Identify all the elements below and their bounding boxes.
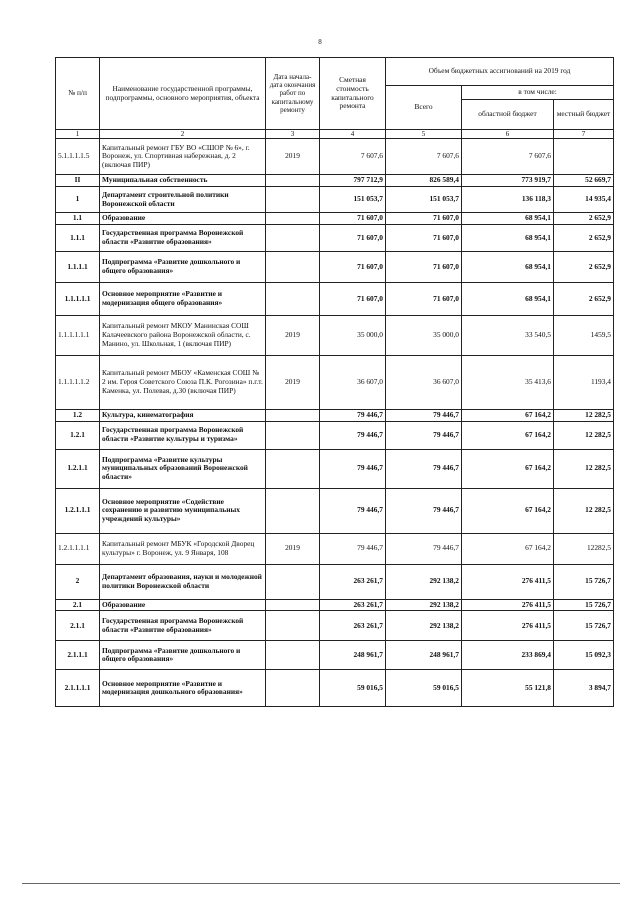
row-local-cell: 12282,5 [554, 533, 614, 564]
row-estimate-cell: 797 712,9 [320, 175, 386, 187]
row-regional-cell: 35 413,6 [462, 355, 554, 409]
table-row [56, 139, 614, 175]
row-name-cell: Основное мероприятие «Содействие сохранению и развитию муниципальных учреждений культуры» [100, 488, 266, 533]
row-name-cell: Государственная программа Воронежской области «Развитие образования» [100, 224, 266, 251]
row-estimate-cell: 79 446,7 [320, 421, 386, 449]
row-code-cell: 1.2.1.1.1 [56, 488, 100, 533]
row-date-cell: 2019 [266, 355, 320, 409]
row-date-cell [266, 213, 320, 225]
row-name-cell: Основное мероприятие «Развитие и модернизация дошкольного образования» [100, 670, 266, 707]
table-row [56, 315, 614, 355]
table-row [56, 611, 614, 641]
row-local-cell: 3 894,7 [554, 670, 614, 707]
row-code-cell: 1.1.1.1.1.2 [56, 355, 100, 409]
row-total-cell: 79 446,7 [386, 449, 462, 488]
row-code-cell: 1.1.1.1.1.1 [56, 315, 100, 355]
column-number-cell: 7 [554, 130, 614, 139]
row-total-cell: 826 589,4 [386, 175, 462, 187]
row-date-cell [266, 564, 320, 599]
row-code-cell: 2.1.1.1 [56, 641, 100, 670]
row-code-cell: II [56, 175, 100, 187]
row-estimate-cell: 7 607,6 [320, 139, 386, 175]
table-row [56, 533, 614, 564]
table-row [56, 213, 614, 225]
row-local-cell: 1459,5 [554, 315, 614, 355]
column-number-cell: 2 [100, 130, 266, 139]
row-code-cell: 2 [56, 564, 100, 599]
row-regional-cell: 68 954,1 [462, 251, 554, 282]
row-total-cell: 71 607,0 [386, 213, 462, 225]
row-date-cell: 2019 [266, 315, 320, 355]
table-row [56, 175, 614, 187]
row-regional-cell: 233 869,4 [462, 641, 554, 670]
row-local-cell: 15 092,3 [554, 641, 614, 670]
table-row [56, 282, 614, 315]
row-regional-cell: 67 164,2 [462, 533, 554, 564]
row-local-cell: 52 669,7 [554, 175, 614, 187]
header-col-number: № п/п [56, 58, 100, 130]
row-date-cell: 2019 [266, 139, 320, 175]
row-total-cell: 59 016,5 [386, 670, 462, 707]
row-total-cell: 71 607,0 [386, 251, 462, 282]
table-row [56, 251, 614, 282]
row-estimate-cell: 263 261,7 [320, 599, 386, 611]
column-number-cell: 6 [462, 130, 554, 139]
row-estimate-cell: 79 446,7 [320, 409, 386, 421]
row-name-cell: Подпрограмма «Развитие дошкольного и общего образования» [100, 251, 266, 282]
row-estimate-cell: 71 607,0 [320, 282, 386, 315]
row-estimate-cell: 79 446,7 [320, 533, 386, 564]
row-local-cell: 2 652,9 [554, 282, 614, 315]
row-name-cell: Капитальный ремонт МБУК «Городской Дворец культуры» г. Воронеж, ул. 9 Января, 108 [100, 533, 266, 564]
row-code-cell: 2.1 [56, 599, 100, 611]
row-local-cell [554, 139, 614, 175]
row-local-cell: 2 652,9 [554, 213, 614, 225]
row-name-cell: Подпрограмма «Развитие дошкольного и общего образования» [100, 641, 266, 670]
row-local-cell: 12 282,5 [554, 449, 614, 488]
header-col-regional: областной бюджет [462, 100, 554, 130]
row-regional-cell: 68 954,1 [462, 282, 554, 315]
column-number-cell: 1 [56, 130, 100, 139]
row-name-cell: Капитальный ремонт ГБУ ВО «СШОР № 6», г. Воронеж, ул. Спортивная набережная, д. 2 (включая ПИР) [100, 139, 266, 175]
row-estimate-cell: 151 053,7 [320, 187, 386, 213]
row-regional-cell: 33 540,5 [462, 315, 554, 355]
row-local-cell: 2 652,9 [554, 224, 614, 251]
row-local-cell: 1193,4 [554, 355, 614, 409]
row-local-cell: 12 282,5 [554, 421, 614, 449]
row-code-cell: 2.1.1.1.1 [56, 670, 100, 707]
row-code-cell: 1.2 [56, 409, 100, 421]
row-name-cell: Государственная программа Воронежской области «Развитие образования» [100, 611, 266, 641]
table-row [56, 409, 614, 421]
header-col-name: Наименование государственной программы, подпрограммы, основного мероприятия, объекта [100, 58, 266, 130]
row-regional-cell: 67 164,2 [462, 409, 554, 421]
row-local-cell: 15 726,7 [554, 564, 614, 599]
page-number: 8 [318, 38, 322, 46]
row-estimate-cell: 71 607,0 [320, 213, 386, 225]
row-code-cell: 1.1.1 [56, 224, 100, 251]
row-code-cell: 1.1 [56, 213, 100, 225]
row-total-cell: 79 446,7 [386, 488, 462, 533]
column-number-cell: 3 [266, 130, 320, 139]
row-date-cell [266, 670, 320, 707]
page-bottom-rule [22, 883, 620, 884]
row-code-cell: 1 [56, 187, 100, 213]
row-date-cell [266, 421, 320, 449]
row-regional-cell: 67 164,2 [462, 421, 554, 449]
row-date-cell [266, 409, 320, 421]
row-total-cell: 35 000,0 [386, 315, 462, 355]
row-local-cell: 15 726,7 [554, 599, 614, 611]
row-code-cell: 1.2.1.1 [56, 449, 100, 488]
row-regional-cell: 67 164,2 [462, 488, 554, 533]
row-local-cell: 12 282,5 [554, 488, 614, 533]
row-name-cell: Департамент образования, науки и молодежной политики Воронежской области [100, 564, 266, 599]
table-row [56, 641, 614, 670]
row-total-cell: 292 138,2 [386, 611, 462, 641]
row-regional-cell: 68 954,1 [462, 213, 554, 225]
row-regional-cell: 68 954,1 [462, 224, 554, 251]
table-row [56, 670, 614, 707]
table-row [56, 488, 614, 533]
row-code-cell: 1.1.1.1 [56, 251, 100, 282]
column-number-cell: 5 [386, 130, 462, 139]
table-row [56, 599, 614, 611]
row-date-cell [266, 599, 320, 611]
row-total-cell: 71 607,0 [386, 282, 462, 315]
row-local-cell: 2 652,9 [554, 251, 614, 282]
header-col-estimate: Сметная стоимость капитального ремонта [320, 58, 386, 130]
row-name-cell: Государственная программа Воронежской области «Развитие культуры и туризма» [100, 421, 266, 449]
row-date-cell [266, 449, 320, 488]
table-row [56, 449, 614, 488]
row-name-cell: Культура, кинематография [100, 409, 266, 421]
row-code-cell: 1.2.1.1.1.1 [56, 533, 100, 564]
table-row [56, 355, 614, 409]
row-regional-cell: 276 411,5 [462, 599, 554, 611]
row-date-cell [266, 611, 320, 641]
header-col-local: местный бюджет [554, 100, 614, 130]
row-total-cell: 7 607,6 [386, 139, 462, 175]
row-total-cell: 292 138,2 [386, 599, 462, 611]
row-date-cell [266, 488, 320, 533]
column-numbers-row [56, 130, 614, 139]
row-total-cell: 79 446,7 [386, 533, 462, 564]
row-estimate-cell: 79 446,7 [320, 488, 386, 533]
row-local-cell: 15 726,7 [554, 611, 614, 641]
budget-table [55, 57, 614, 707]
table-row [56, 187, 614, 213]
row-estimate-cell: 263 261,7 [320, 564, 386, 599]
column-number-cell: 4 [320, 130, 386, 139]
row-name-cell: Капитальный ремонт МБОУ «Каменская СОШ № 2 им. Героя Советского Союза П.К. Рогозина» п.г.т. Каменка, ул. Полевая, д.30 (включая ПИР) [100, 355, 266, 409]
row-date-cell [266, 641, 320, 670]
row-total-cell: 36 607,0 [386, 355, 462, 409]
row-regional-cell: 7 607,6 [462, 139, 554, 175]
row-code-cell: 5.1.1.1.1.5 [56, 139, 100, 175]
header-col-total: Всего [386, 86, 462, 130]
row-total-cell: 79 446,7 [386, 421, 462, 449]
row-regional-cell: 773 919,7 [462, 175, 554, 187]
row-date-cell [266, 251, 320, 282]
row-estimate-cell: 248 961,7 [320, 641, 386, 670]
row-name-cell: Капитальный ремонт МКОУ Манинская СОШ Калачеевского района Воронежской области, с. Манино, ул. Школьная, 1 (включая ПИР) [100, 315, 266, 355]
table-row [56, 421, 614, 449]
table-row [56, 224, 614, 251]
row-date-cell [266, 175, 320, 187]
table-row [56, 564, 614, 599]
row-estimate-cell: 59 016,5 [320, 670, 386, 707]
row-local-cell: 14 935,4 [554, 187, 614, 213]
row-estimate-cell: 263 261,7 [320, 611, 386, 641]
row-date-cell: 2019 [266, 533, 320, 564]
row-total-cell: 71 607,0 [386, 224, 462, 251]
row-total-cell: 79 446,7 [386, 409, 462, 421]
row-code-cell: 1.1.1.1.1 [56, 282, 100, 315]
row-estimate-cell: 71 607,0 [320, 224, 386, 251]
row-regional-cell: 55 121,8 [462, 670, 554, 707]
row-total-cell: 292 138,2 [386, 564, 462, 599]
row-date-cell [266, 187, 320, 213]
header-group-budget: Объем бюджетных ассигнований на 2019 год [386, 58, 614, 86]
header-col-date: Дата начала-дата окончания работ по капитальному ремонту [266, 58, 320, 130]
row-name-cell: Департамент строительной политики Воронежской области [100, 187, 266, 213]
row-estimate-cell: 35 000,0 [320, 315, 386, 355]
header-subgroup: в том числе: [462, 86, 614, 100]
row-name-cell: Основное мероприятие «Развитие и модернизация общего образования» [100, 282, 266, 315]
row-local-cell: 12 282,5 [554, 409, 614, 421]
row-regional-cell: 276 411,5 [462, 564, 554, 599]
row-regional-cell: 276 411,5 [462, 611, 554, 641]
row-name-cell: Муниципальная собственность [100, 175, 266, 187]
row-estimate-cell: 36 607,0 [320, 355, 386, 409]
row-code-cell: 2.1.1 [56, 611, 100, 641]
row-estimate-cell: 71 607,0 [320, 251, 386, 282]
row-code-cell: 1.2.1 [56, 421, 100, 449]
row-name-cell: Образование [100, 213, 266, 225]
row-regional-cell: 67 164,2 [462, 449, 554, 488]
row-date-cell [266, 224, 320, 251]
row-estimate-cell: 79 446,7 [320, 449, 386, 488]
row-total-cell: 151 053,7 [386, 187, 462, 213]
row-regional-cell: 136 118,3 [462, 187, 554, 213]
row-date-cell [266, 282, 320, 315]
row-name-cell: Подпрограмма «Развитие культуры муниципальных образований Воронежской области» [100, 449, 266, 488]
row-name-cell: Образование [100, 599, 266, 611]
row-total-cell: 248 961,7 [386, 641, 462, 670]
